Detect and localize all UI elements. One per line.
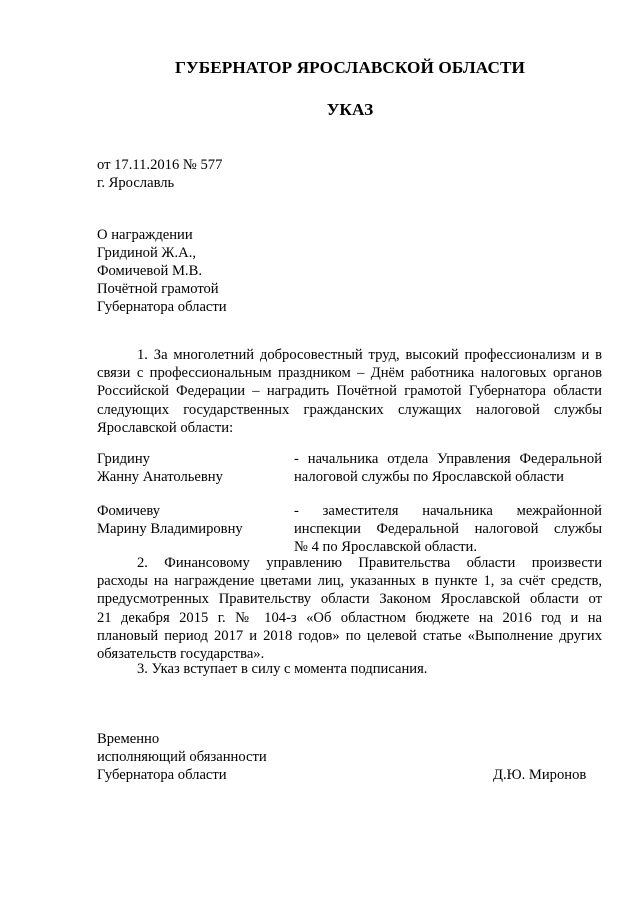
signatory-position: исполняющий обязанности: [97, 749, 267, 765]
clause-3: 3. Указ вступает в силу с момента подписания.: [137, 661, 428, 677]
subject-line: Фомичевой М.В.: [97, 263, 202, 279]
document-type-title: УКАЗ: [326, 100, 374, 119]
clause-2: [97, 554, 602, 663]
clause-line: предусмотренных Правительству области Законом Ярославской области от: [97, 591, 602, 608]
subject-line: Почётной грамотой: [97, 281, 219, 297]
subject-line: О награждении: [97, 227, 193, 243]
awardee-name: Жанну Анатольевну: [97, 469, 223, 485]
subject-line: Губернатора области: [97, 299, 227, 315]
clause-line: 1. За многолетний добросовестный труд, высокий профессионализм и в: [137, 347, 602, 363]
city: г. Ярославль: [97, 175, 175, 191]
clause-line: следующих государственных гражданских служащих налоговой службы: [97, 401, 602, 418]
clause-line: расходы на награждение цветами лиц, указанных в пункте 1, за счёт средств,: [97, 573, 602, 590]
awardee-position: - начальника отдела Управления Федеральной налоговой службы по Ярославской области: [294, 451, 602, 486]
clause-line: Ярославской области:: [97, 419, 234, 436]
date-number: от 17.11.2016 № 577: [97, 157, 223, 173]
signatory-position: Временно: [97, 731, 160, 747]
document-issuer-title: ГУБЕРНАТОР ЯРОСЛАВСКОЙ ОБЛАСТИ: [175, 58, 525, 77]
signatory-name: Д.Ю. Миронов: [493, 767, 587, 783]
awardee-name: Фомичеву: [97, 503, 161, 519]
clause-line: обязательств государства».: [97, 645, 265, 662]
clause-line: 21 декабря 2015 г. № 104-з «Об областном бюджете на 2016 год и на: [97, 609, 602, 626]
clause-line: связи с профессиональным праздником – Днём работника налоговых органов: [97, 365, 602, 382]
signatory-position: Губернатора области: [97, 767, 227, 783]
clause-1: [97, 346, 602, 437]
clause-line: 2. Финансовому управлению Правительства области произвести: [137, 555, 602, 571]
awardee-position: - заместителя начальника межрайонной инспекции Федеральной налоговой службы № 4 по Ярославской области.: [294, 503, 602, 556]
subject-line: Гридиной Ж.А.,: [97, 245, 196, 261]
awardee-name: Гридину: [97, 451, 150, 467]
clause-line: плановый период 2017 и 2018 годов» по целевой статье «Выполнение других: [97, 627, 602, 644]
awardee-name: Марину Владимировну: [97, 521, 243, 537]
clause-line: Российской Федерации – наградить Почётной грамотой Губернатора области: [97, 383, 602, 400]
